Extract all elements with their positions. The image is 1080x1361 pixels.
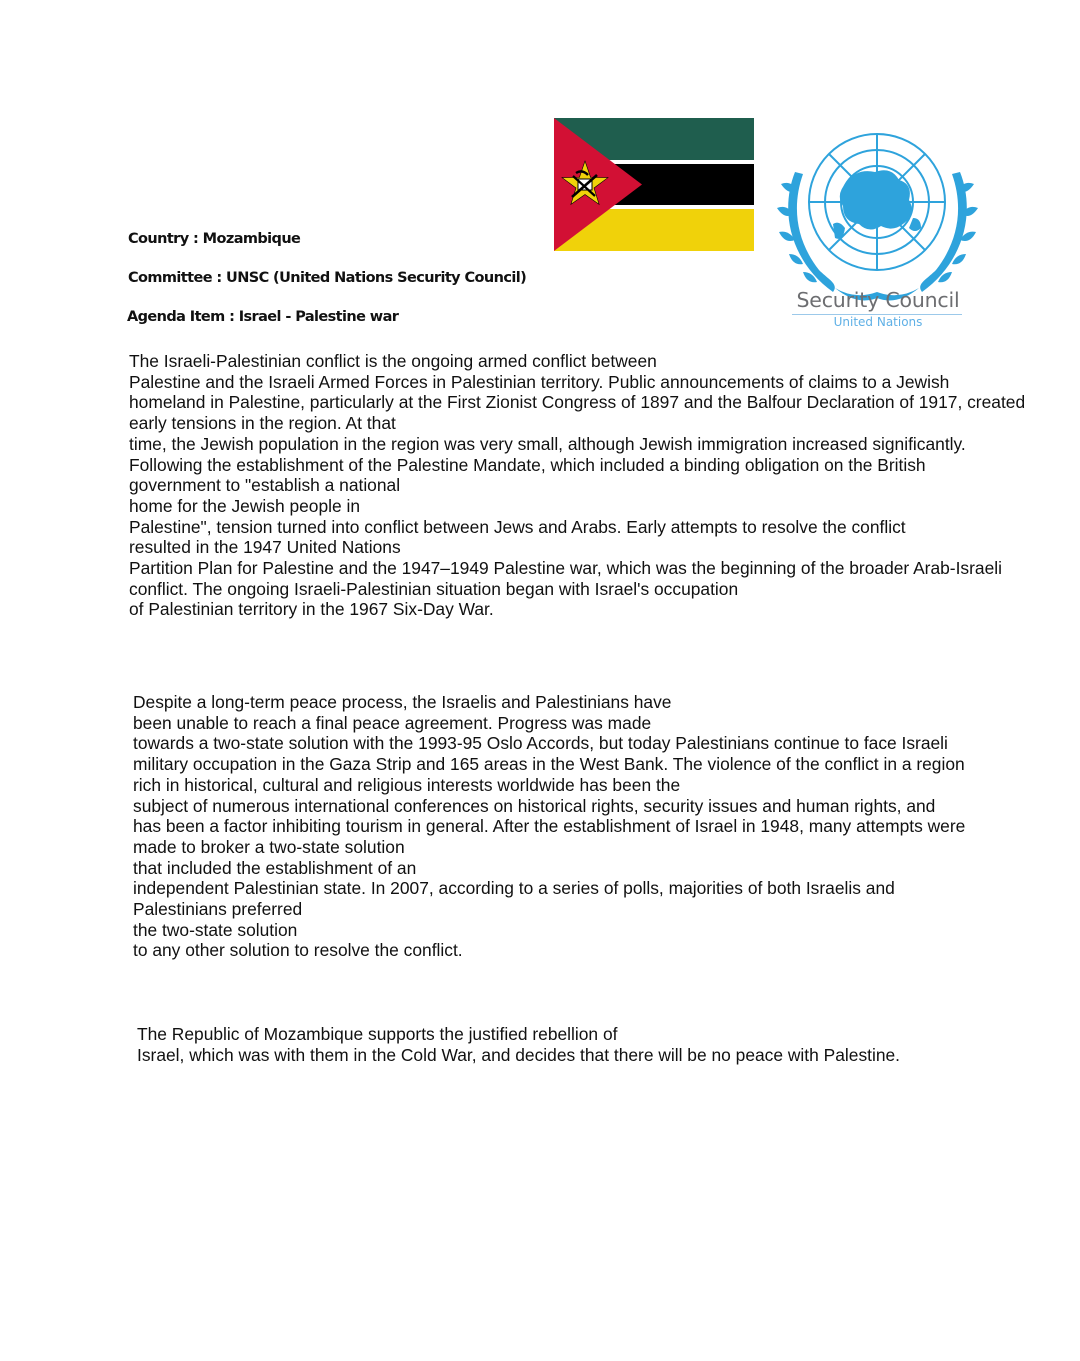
agenda-line: Agenda Item : Israel - Palestine war	[127, 309, 399, 325]
paragraph-line: rich in historical, cultural and religious interests worldwide has been the	[133, 774, 681, 795]
paragraph-line: Palestine", tension turned into conflict between Jews and Arabs. Early attempts to resolve the conflict	[129, 516, 906, 537]
paragraph-line: Israel, which was with them in the Cold War, and decides that there will be no peace with Palestine.	[137, 1044, 901, 1065]
paragraph-line: subject of numerous international conferences on historical rights, security issues and human rights, and	[133, 795, 936, 816]
paragraph-line: independent Palestinian state. In 2007, according to a series of polls, majorities of both Israelis and	[133, 878, 895, 899]
paragraph-line: Partition Plan for Palestine and the 1947–1949 Palestine war, which was the beginning of the broader Arab-Israeli	[129, 558, 1002, 579]
mozambique-flag-image	[554, 118, 754, 251]
paragraph-line: that included the establishment of an	[133, 857, 417, 878]
paragraph-line: Palestinians preferred	[133, 899, 303, 920]
paragraph-line: military occupation in the Gaza Strip and 165 areas in the West Bank. The violence of the conflict in a region	[133, 754, 965, 775]
paragraph-line: homeland in Palestine, particularly at the First Zionist Congress of 1897 and the Balfour Declaration of 1917, created	[129, 392, 1026, 413]
paragraph-line: home for the Jewish people in	[129, 495, 361, 516]
committee-line: Committee : UNSC (United Nations Security Council)	[128, 270, 527, 286]
paragraph-line: government to "establish a national	[129, 475, 401, 496]
paragraph-line: to any other solution to resolve the conflict.	[133, 940, 463, 961]
paragraph-line: time, the Jewish population in the region was very small, although Jewish immigration increased significantly.	[129, 433, 966, 454]
security-council-logo-subtitle: United Nations	[833, 315, 923, 329]
paragraph-background	[129, 351, 1025, 620]
paragraph-line: has been a factor inhibiting tourism in general. After the establishment of Israel in 1948, many attempts were	[133, 816, 966, 837]
paragraph-line: been unable to reach a final peace agreement. Progress was made	[133, 712, 652, 733]
paragraph-line: The Republic of Mozambique supports the justified rebellion of	[137, 1024, 618, 1044]
paragraph-line: Despite a long-term peace process, the Israelis and Palestinians have	[133, 692, 672, 712]
security-council-logo-title: Security Council	[796, 288, 960, 312]
paragraph-line: resulted in the 1947 United Nations	[129, 537, 401, 558]
paragraph-line: the two-state solution	[133, 919, 298, 940]
paragraph-position	[137, 1024, 900, 1065]
paragraph-line: made to broker a two-state solution	[133, 836, 405, 857]
paragraph-line: towards a two-state solution with the 1993-95 Oslo Accords, but today Palestinians continue to face Israeli	[133, 733, 948, 754]
country-line: Country : Mozambique	[128, 231, 301, 247]
paragraph-line: Following the establishment of the Palestine Mandate, which included a binding obligation on the British	[129, 454, 926, 475]
paragraph-line: Palestine and the Israeli Armed Forces in Palestinian territory. Public announcements of claims to a Jewish	[129, 371, 950, 392]
paragraph-line: conflict. The ongoing Israeli-Palestinian situation began with Israel's occupation	[129, 578, 739, 599]
paragraph-line: The Israeli-Palestinian conflict is the ongoing armed conflict between	[129, 351, 657, 371]
paragraph-line: early tensions in the region. At that	[129, 413, 396, 434]
paragraph-line: of Palestinian territory in the 1967 Six-Day War.	[129, 599, 494, 620]
paragraph-peace-process	[133, 692, 965, 961]
